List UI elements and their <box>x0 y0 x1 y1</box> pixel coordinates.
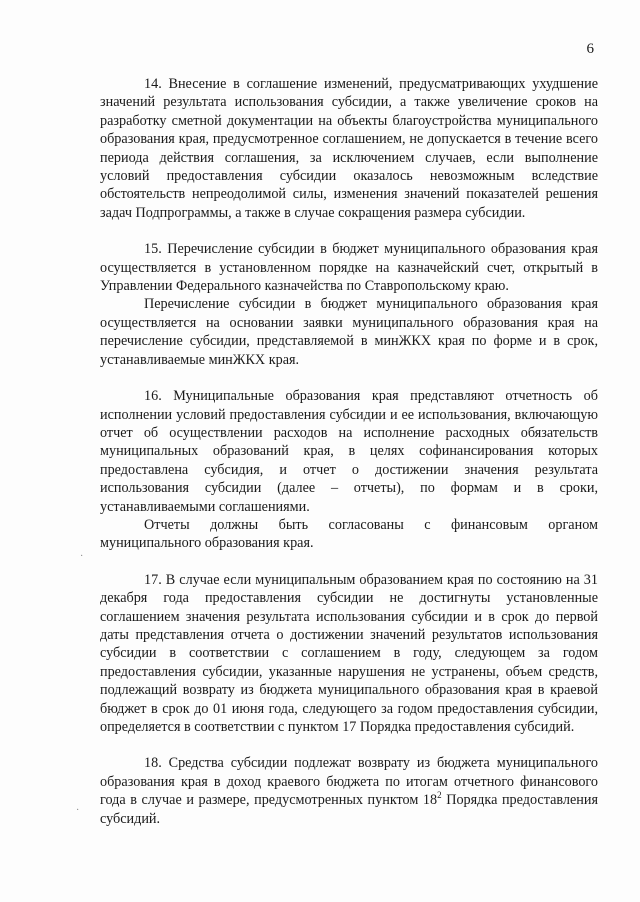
paragraph-14: 14. Внесение в соглашение изменений, предусматривающих ухудшение значений результата использования субсидии, а также увеличение сроков на разработку сметной документации на объекты благоустройства муниципального образования края, предусмотренное соглашением, не допускается в течение всего периода действия соглашения, за исключением случаев, если выполнение условий предоставления субсидии оказалось невозможным вследствие обстоятельств непреодолимой силы, изменения значений показателей решения задач Подпрограммы, а также в случае сокращения размера субсидии. <box>100 76 598 221</box>
paragraph-gap <box>100 222 598 240</box>
paragraph-15: 15. Перечисление субсидии в бюджет муниципального образования края осуществляется в установленном порядке на казначейский счет, открытый в Управлении Федерального казначейства по Ставропольскому краю. <box>100 241 598 295</box>
paragraph-16: 16. Муниципальные образования края представляют отчетность об исполнении условий предоставления субсидии и ее использования, включающую отчет об осуществлении расходов на исполнение расходных обязательств муниципальных образований края, в целях софинансирования которых предоставлена субсидия, и отчет о достижении значения результата использования субсидии (далее – отчеты), по формам и в сроки, устанавливаемыми соглашениями. <box>100 388 598 515</box>
paragraph-17: 17. В случае если муниципальным образованием края по состоянию на 31 декабря года предоставления субсидии не достигнуты установленные соглашением значения результата использования субсидии и в срок до первой даты представления отчета о достижении значений результатов использования субсидии в соответствии с соглашением в году, следующем за годом предоставления субсидии, указанные нарушения не устранены, объем средств, подлежащий возврату из бюджета муниципального образования края в краевой бюджет в срок до 01 июня года, следующего за годом предоставления субсидии, определяется в соответствии с пунктом 17 Порядка предоставления субсидий. <box>100 571 598 735</box>
paragraph-15-continued: Перечисление субсидии в бюджет муниципального образования края осуществляется на основании заявки муниципального образования края на перечисление субсидии, представляемой в минЖКХ края по форме и в срок, устанавливаемые минЖКХ края. <box>100 296 598 368</box>
page-number: 6 <box>586 41 594 57</box>
scan-speck: · <box>80 551 84 562</box>
paragraph-gap <box>100 736 598 754</box>
paragraph-gap <box>100 369 598 387</box>
scan-speck: · <box>76 805 80 816</box>
paragraph-16-continued: Отчеты должны быть согласованы с финансовым органом муниципального образования края. <box>100 516 598 552</box>
paragraph-18-superscript: 2 <box>437 790 442 801</box>
paragraph-gap <box>100 553 598 571</box>
paragraph-18-text: 18. Средства субсидии подлежат возврату из бюджета муниципального образования края в доход краевого бюджета по итогам отчетного финансового года в случае и размере, предусмотренных пунктом 18 <box>100 755 598 809</box>
paragraph-18-text-end: Порядка предоставления субсидий. <box>100 792 598 827</box>
document-body <box>100 75 598 828</box>
paragraph-18 <box>100 754 598 828</box>
